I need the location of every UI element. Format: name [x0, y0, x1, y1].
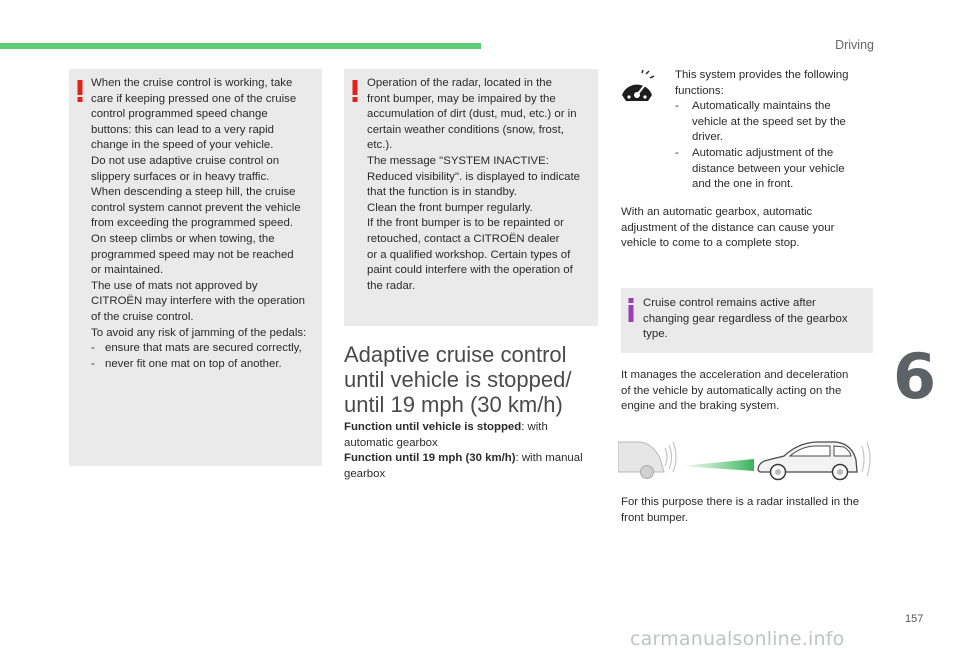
text-line: control programmed speed change [91, 108, 268, 121]
text-line: buttons: this can lead to a very rapid [91, 123, 274, 136]
bold-label: Function until vehicle is stopped [344, 421, 522, 433]
text-line: When descending a steep hill, the cruise [91, 186, 296, 199]
text-line: accumulation of dirt (dust, mud, etc.) or in [367, 108, 577, 121]
page-number: 157 [905, 613, 924, 625]
chapter-number: 6 [893, 340, 937, 413]
text-line: On steep climbs or when towing, the [91, 232, 275, 245]
watermark: carmanualsonline.info [630, 628, 845, 650]
text-span: : with [521, 421, 548, 433]
text-line: functions: [675, 84, 724, 97]
info-box-cruise-active [621, 288, 873, 353]
function-19mph-line [344, 451, 604, 467]
info-text [643, 296, 871, 343]
text-line: Automatic adjustment of the [692, 146, 834, 159]
text-line: With an automatic gearbox, automatic [621, 206, 813, 218]
text-line: gearbox [344, 467, 386, 480]
text-line: or maintained. [91, 264, 164, 277]
text-line: distance between your vehicle [692, 162, 845, 175]
text-line: that the function is in standby. [367, 186, 517, 199]
text-line: paint could interfere with the operation of [367, 264, 573, 277]
warning-left-text [91, 76, 323, 372]
text-line: front bumper, may be impaired by the [367, 92, 556, 105]
bullet-text: ensure that mats are secured correctly, [105, 342, 302, 355]
text-line: For this purpose there is a radar installed in the [621, 496, 860, 508]
text-line: To avoid any risk of jamming of the pedals: [91, 326, 307, 339]
text-line: and the one in front. [692, 178, 794, 191]
text-line: programmed speed may not be reached [91, 248, 294, 261]
top-accent-bar [0, 43, 481, 49]
text-line: change in the speed of your vehicle. [91, 139, 274, 152]
text-line: etc.). [367, 139, 393, 152]
warning-box-cruise-control [69, 69, 322, 466]
text-line: Reduced visibility". is displayed to indicate [367, 170, 580, 183]
text-line: care if keeping pressed one of the cruise [91, 92, 297, 105]
text-line: front bumper. [621, 511, 689, 524]
text-line: The use of mats not approved by [91, 279, 258, 292]
radar-paragraph [621, 495, 881, 526]
text-line: vehicle at the speed set by the [692, 115, 846, 128]
text-line: When the cruise control is working, take [91, 77, 293, 89]
bold-label: Function until 19 mph (30 km/h) [344, 452, 516, 465]
text-line: Do not use adaptive cruise control on [91, 154, 280, 167]
function-description [344, 420, 604, 482]
text-line: vehicle to come to a complete stop. [621, 237, 800, 250]
title-line: until 19 mph (30 km/h) [344, 392, 563, 417]
info-icon [627, 298, 635, 327]
warning-box-radar [344, 69, 598, 326]
text-line: If the front bumper is to be repainted or [367, 217, 564, 230]
text-line: This system provides the following [675, 69, 849, 81]
text-line: CITROËN may interfere with the operation [91, 295, 305, 308]
text-line: The message "SYSTEM INACTIVE: [367, 154, 549, 167]
text-line: of the vehicle by automatically acting on the [621, 384, 842, 397]
bullet-item [91, 341, 323, 357]
warning-exclamation-icon [76, 80, 84, 102]
speedometer-gauge-icon [619, 70, 657, 109]
title-line: until vehicle is stopped/ [344, 367, 572, 392]
bullet-item [91, 357, 323, 373]
text-line: Automatically maintains the [692, 100, 831, 113]
text-line: control system cannot prevent the vehicle [91, 201, 301, 214]
title-line: Adaptive cruise control [344, 342, 567, 367]
bullet-dash: - [91, 357, 95, 370]
text-line: driver. [692, 131, 724, 144]
list-dash: - [675, 146, 679, 159]
text-line: or a qualified workshop. Certain types of [367, 248, 571, 261]
car-radar-illustration [618, 432, 874, 489]
text-line: Operation of the radar, located in the [367, 77, 552, 89]
manages-paragraph [621, 368, 881, 415]
function-stopped-line [344, 420, 604, 436]
text-line: the radar. [367, 279, 416, 292]
text-line: from exceeding the programmed speed. [91, 217, 293, 230]
bullet-dash: - [91, 342, 95, 355]
warning-exclamation-icon [351, 80, 359, 102]
text-line: Clean the front bumper regularly. [367, 201, 533, 214]
text-span: : with manual [515, 452, 583, 465]
section-header: Driving [835, 38, 874, 52]
functions-intro [675, 68, 875, 193]
bullet-text: never fit one mat on top of another. [105, 357, 282, 370]
list-item [675, 146, 875, 193]
text-line: engine and the braking system. [621, 400, 780, 413]
text-line: certain weather conditions (snow, frost, [367, 123, 564, 136]
list-item [675, 99, 875, 146]
text-line: It manages the acceleration and deceleration [621, 369, 849, 381]
text-line: adjustment of the distance can cause your [621, 221, 835, 234]
text-line: retouched, contact a CITROËN dealer [367, 232, 560, 245]
text-line: automatic gearbox [344, 436, 438, 449]
section-title [344, 342, 604, 417]
text-line: slippery surfaces or in heavy traffic. [91, 170, 270, 183]
warning-mid-text [367, 76, 599, 294]
text-line: type. [643, 328, 668, 341]
text-line: of the cruise control. [91, 310, 194, 323]
gearbox-paragraph [621, 205, 876, 252]
text-line: Cruise control remains active after [643, 297, 816, 309]
list-dash: - [675, 100, 679, 113]
text-line: changing gear regardless of the gearbox [643, 312, 848, 325]
